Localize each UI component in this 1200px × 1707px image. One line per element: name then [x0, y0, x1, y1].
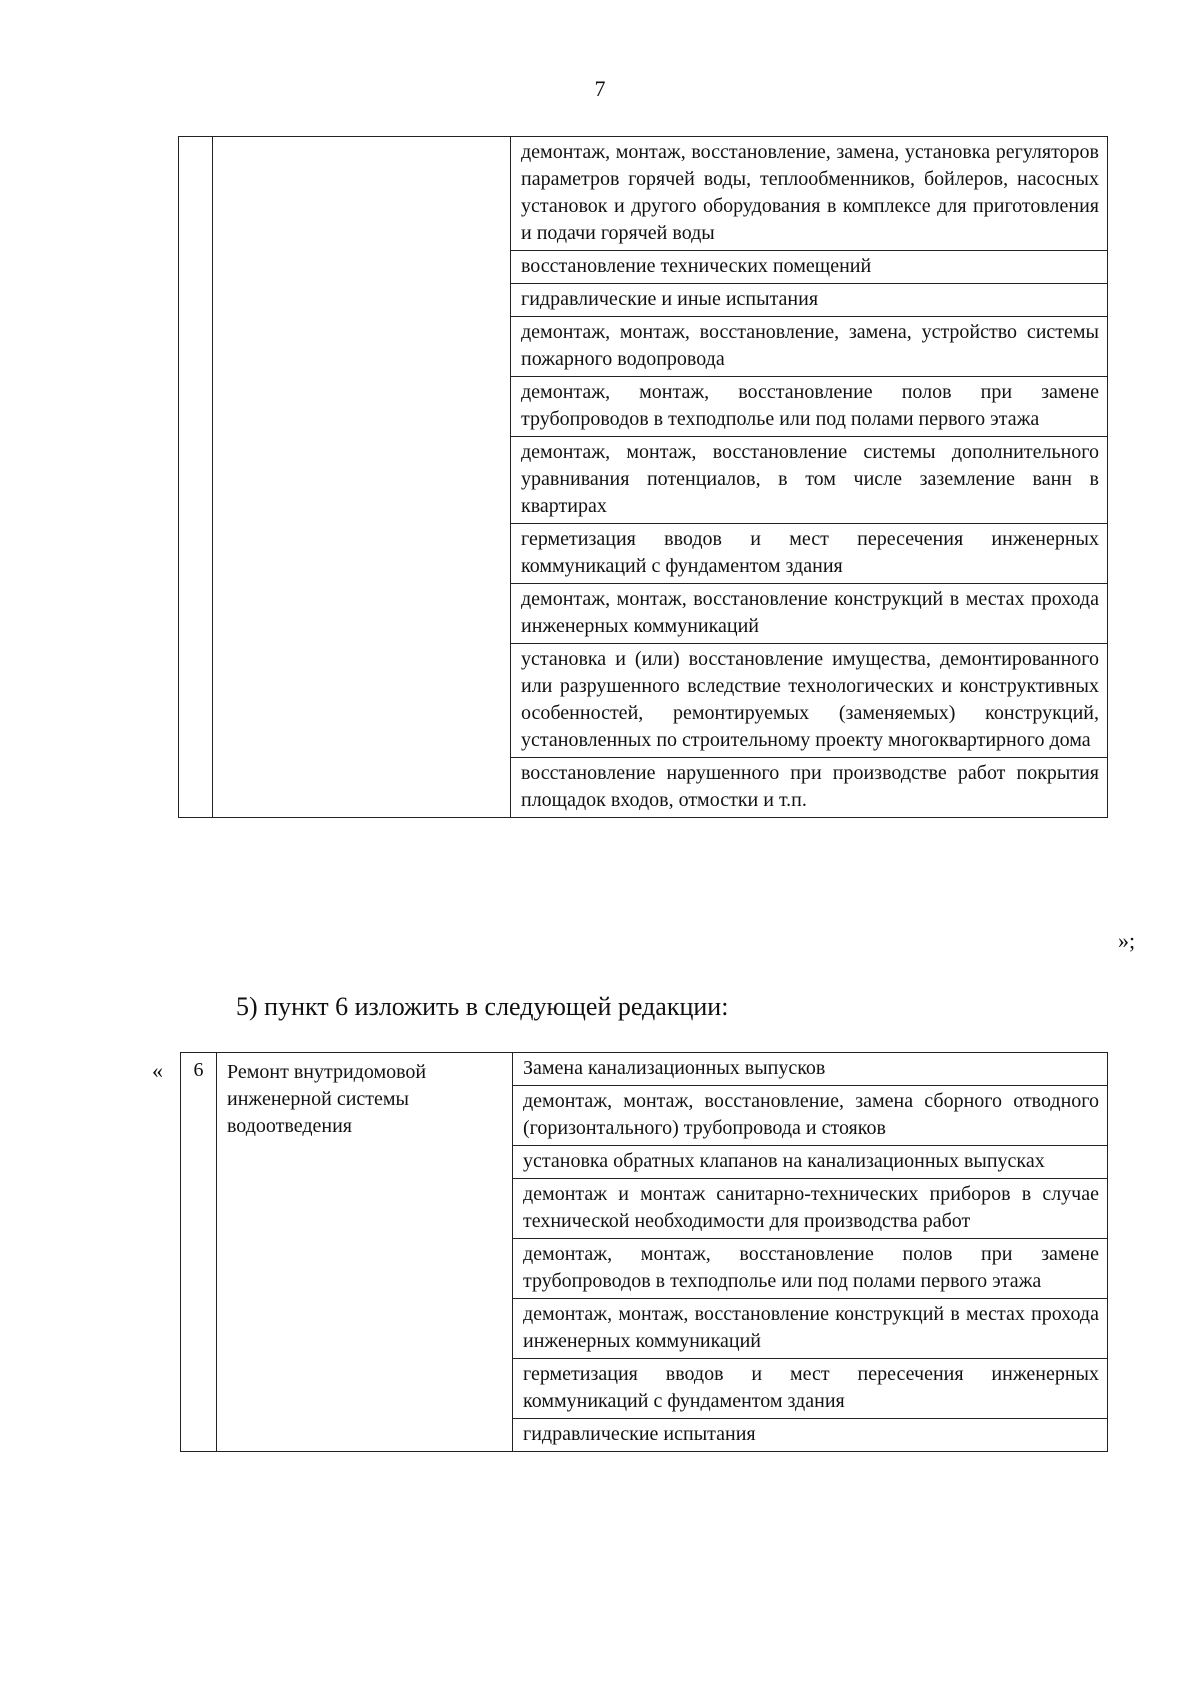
work-item: демонтаж, монтаж, восстановление, замена, устройство системы пожарного водопровода	[511, 316, 1107, 376]
work-item: демонтаж, монтаж, восстановление, замена, установка регуляторов параметров горячей воды, теплообменников, бойлеров, насосных установок и другого оборудования в комплексе для приготовления и подачи горячей воды	[521, 141, 1099, 244]
work-item: восстановление технических помещений	[511, 250, 1107, 283]
opening-quote-mark: «	[152, 1058, 163, 1083]
work-items-cell	[511, 137, 1108, 818]
number-cell	[179, 137, 213, 818]
work-item: демонтаж, монтаж, восстановление полов при замене трубопроводов в техподполье или под полами первого этажа	[511, 376, 1107, 436]
closing-quote-mark: »;	[1118, 928, 1136, 953]
work-item: демонтаж, монтаж, восстановление, замена сборного отводного (горизонтального) трубопровода и стояков	[513, 1085, 1107, 1145]
instruction-text: 5) пункт 6 изложить в следующей редакции:	[236, 992, 729, 1021]
work-item: установка и (или) восстановление имущества, демонтированного или разрушенного вследствие технологических и конструктивных особенностей, ремонтируемых (заменяемых) конструкций, установленных по строительному проекту многоквартирного дома	[511, 643, 1107, 757]
work-item: гидравлические испытания	[513, 1418, 1107, 1451]
work-item: демонтаж, монтаж, восстановление системы дополнительного уравнивания потенциалов, в том числе заземление ванн в квартирах	[511, 436, 1107, 523]
work-item: демонтаж, монтаж, восстановление конструкций в местах прохода инженерных коммуникаций	[513, 1298, 1107, 1358]
page-number: 7	[594, 76, 606, 101]
work-item: демонтаж, монтаж, восстановление полов при замене трубопроводов в техподполье или под полами первого этажа	[513, 1238, 1107, 1298]
work-item: гидравлические и иные испытания	[511, 283, 1107, 316]
work-items-cell	[513, 1053, 1108, 1452]
work-item: демонтаж, монтаж, восстановление конструкций в местах прохода инженерных коммуникаций	[511, 583, 1107, 643]
work-item: восстановление нарушенного при производстве работ покрытия площадок входов, отмостки и т.п.	[511, 757, 1107, 817]
work-item: герметизация вводов и мест пересечения инженерных коммуникаций с фундаментом здания	[511, 523, 1107, 583]
work-item: герметизация вводов и мест пересечения инженерных коммуникаций с фундаментом здания	[513, 1358, 1107, 1418]
work-item: Замена канализационных выпусков	[523, 1057, 826, 1079]
works-table-item-6	[180, 1052, 1108, 1452]
work-item: установка обратных клапанов на канализационных выпусках	[513, 1145, 1107, 1178]
work-type: Ремонт внутридомовой инженерной системы водоотведения	[217, 1053, 513, 1452]
works-table-continued	[178, 136, 1108, 818]
item-number: 6	[181, 1053, 217, 1452]
work-item: демонтаж и монтаж санитарно-технических приборов в случае технической необходимости для производства работ	[513, 1178, 1107, 1238]
work-type-cell	[213, 137, 511, 818]
